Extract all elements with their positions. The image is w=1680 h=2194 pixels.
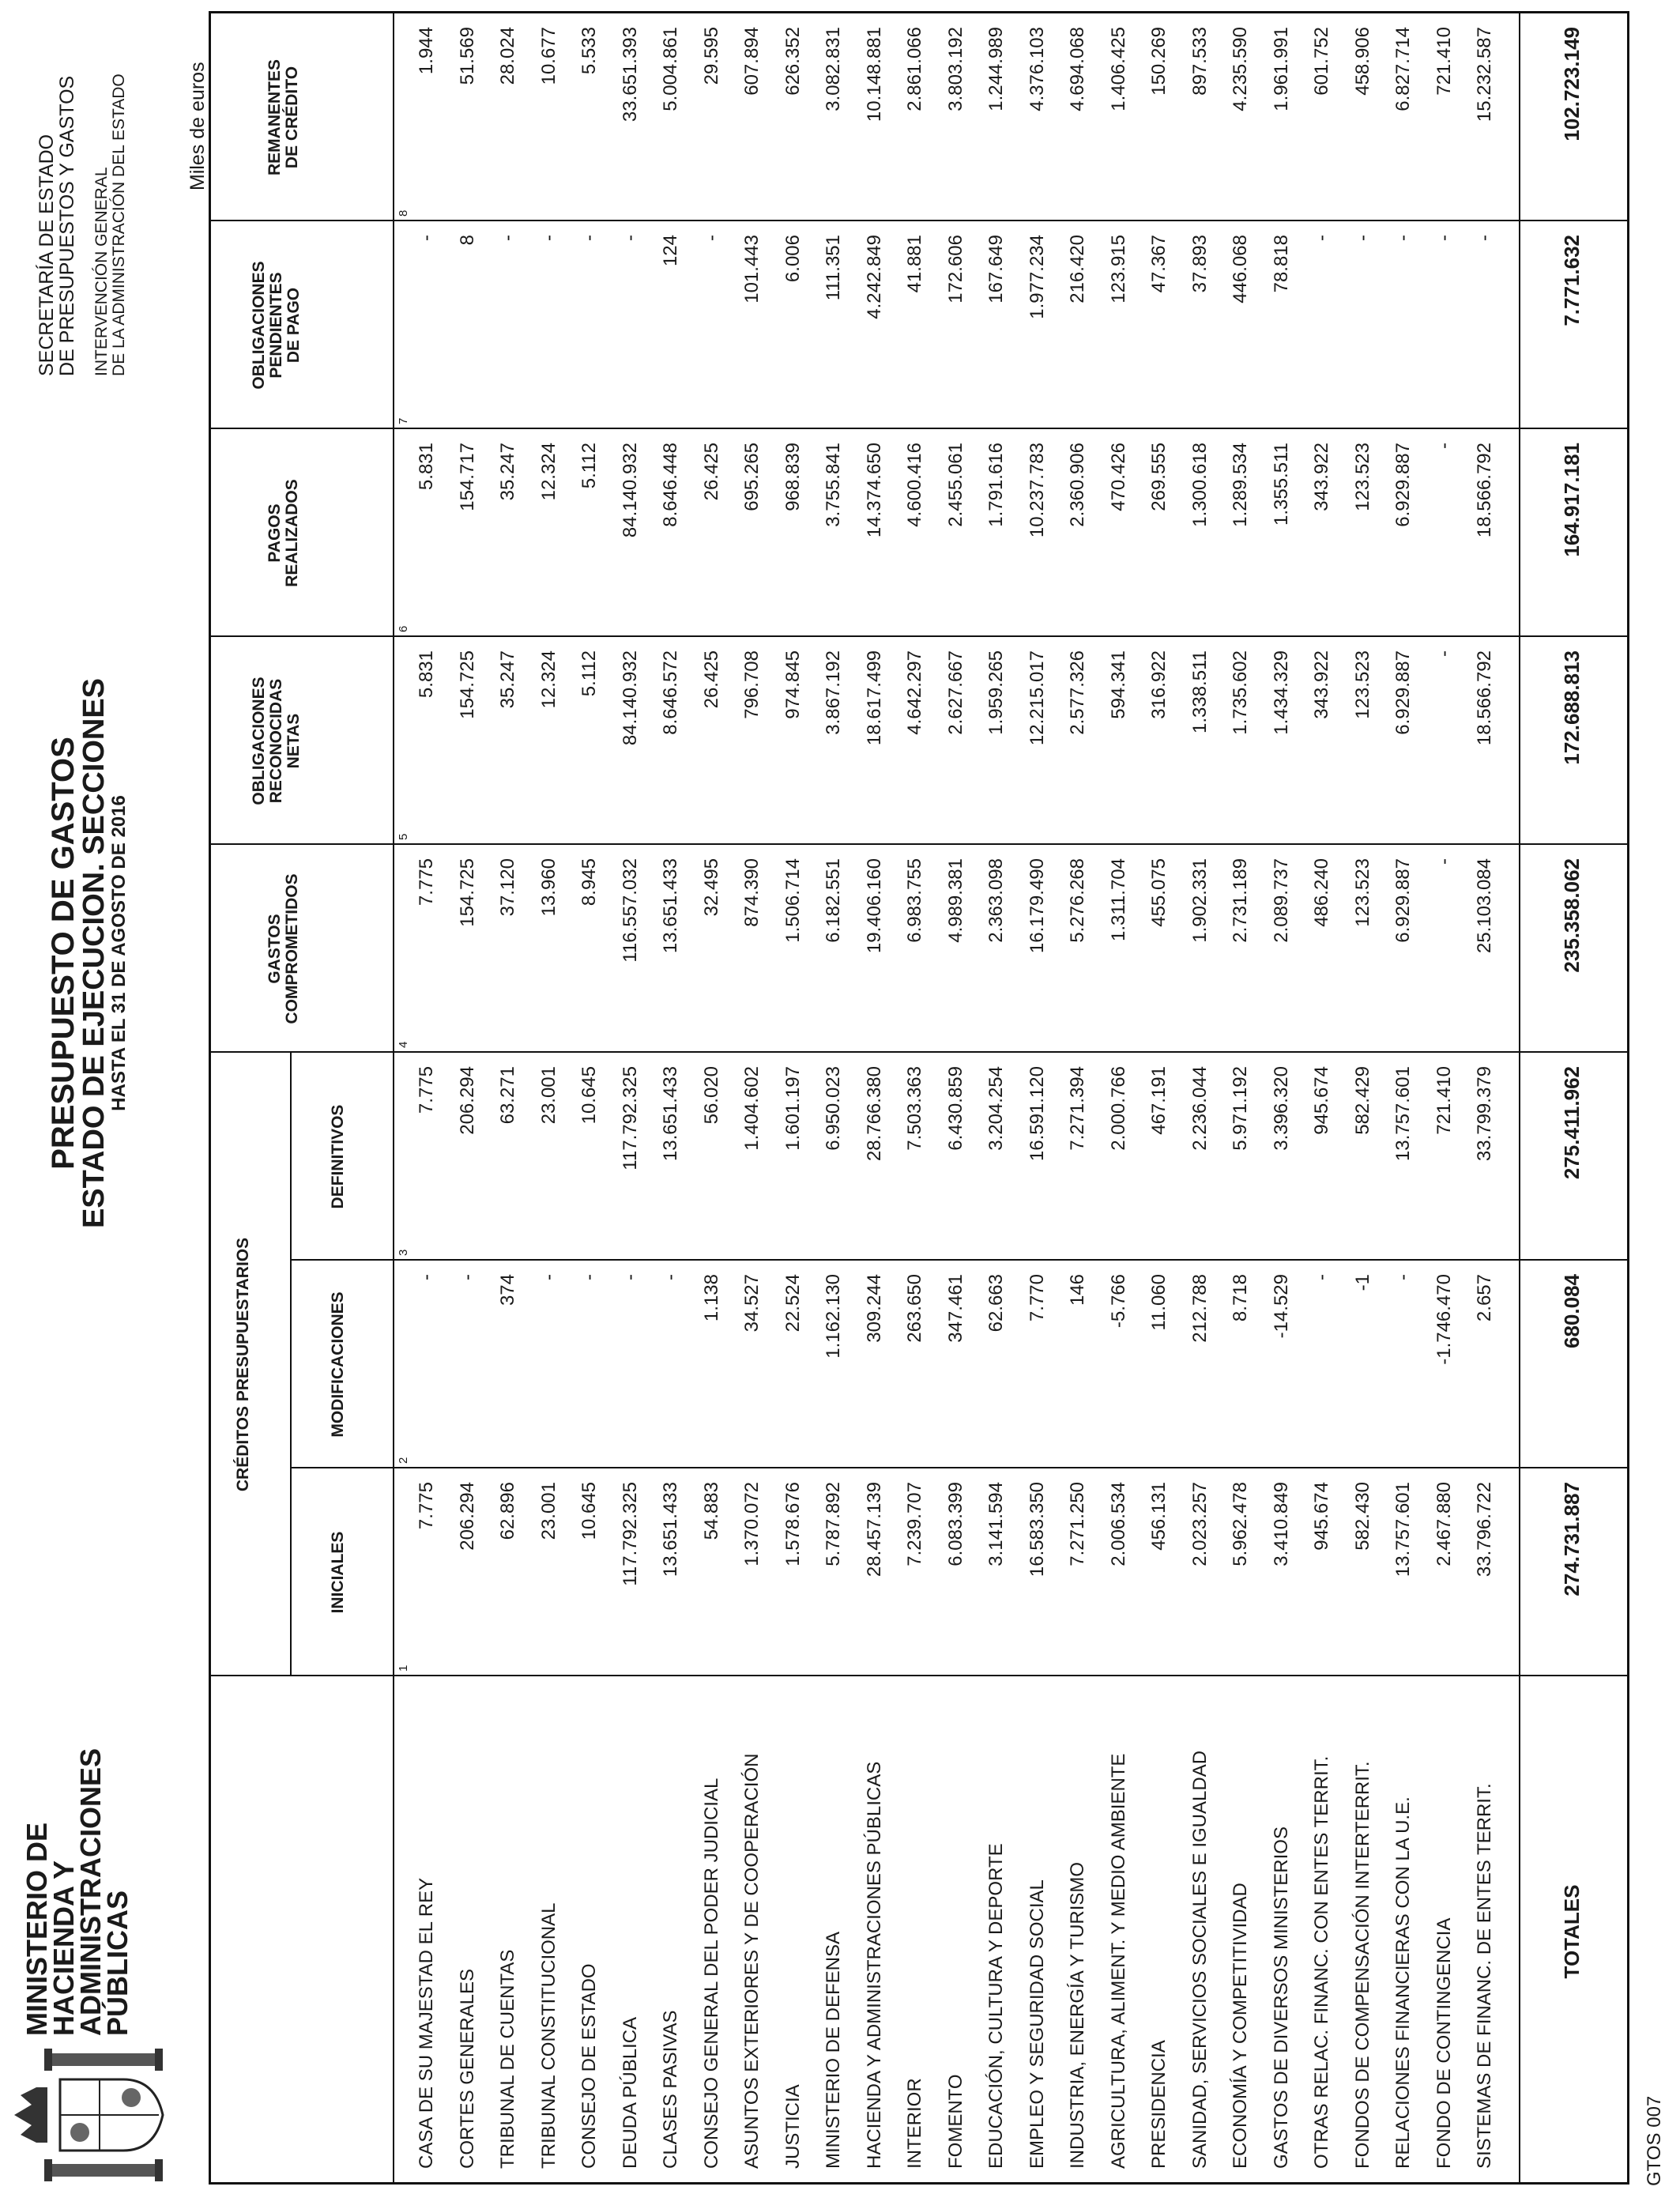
table-cell: 154.725	[457, 650, 478, 719]
table-cell: 796.708	[741, 650, 763, 719]
table-cell: 7.770	[1026, 1274, 1048, 1322]
table-cell: -	[1433, 650, 1455, 657]
table-cell: -	[416, 1274, 437, 1280]
table-cell: 582.430	[1352, 1482, 1373, 1551]
table-cell: 2.455.061	[945, 443, 966, 527]
table-body	[209, 11, 1629, 2185]
table-cell: 6.006	[782, 235, 804, 283]
table-cell: -1.746.470	[1433, 1274, 1455, 1365]
table-cell: 8.945	[578, 858, 600, 907]
table-cell: -	[701, 235, 722, 241]
table-cell: -	[1311, 235, 1332, 241]
table-cell: 12.324	[538, 650, 559, 709]
table-cell: 945.674	[1311, 1066, 1332, 1135]
table-cell: 1.959.265	[985, 650, 1007, 735]
document-code: GTOS 007	[1644, 2095, 1665, 2186]
table-cell: 343.922	[1311, 650, 1332, 719]
column-number: 6	[397, 625, 410, 632]
table-cell: 6.182.551	[823, 858, 844, 943]
table-cell: 1.902.331	[1189, 858, 1211, 943]
table-cell: 35.247	[497, 443, 518, 501]
row-name: FONDOS DE COMPENSACIÓN INTERTERRIT.	[1352, 1761, 1373, 2169]
table-cell: -	[660, 1274, 681, 1280]
table-cell: 26.425	[701, 443, 722, 501]
issuing-body: SECRETARÍA DE ESTADO DE PRESUPUESTOS Y GASTOS INTERVENCIÓN GENERAL DE LA ADMINISTRACIÓN DEL ESTADO	[36, 74, 128, 376]
table-cell: 3.410.849	[1271, 1482, 1292, 1566]
table-cell: 13.651.433	[660, 1066, 681, 1162]
table-cell: 2.627.667	[945, 650, 966, 735]
totals-cell: 172.688.813	[1560, 650, 1584, 765]
table-cell: 28.457.139	[864, 1482, 885, 1578]
table-cell: 1.977.234	[1026, 235, 1048, 319]
table-cell: -	[416, 235, 437, 241]
table-cell: 7.239.707	[904, 1482, 925, 1566]
table-cell: 309.244	[864, 1274, 885, 1343]
totals-cell: 235.358.062	[1560, 858, 1584, 973]
table-cell: 2.089.737	[1271, 858, 1292, 943]
table-cell: 167.649	[985, 235, 1007, 303]
table-cell: 2.467.880	[1433, 1482, 1455, 1566]
table-cell: -	[457, 1274, 478, 1280]
table-cell: -14.529	[1271, 1274, 1292, 1339]
table-cell: 1.370.072	[741, 1482, 763, 1566]
table-cell: 316.922	[1148, 650, 1170, 719]
obligaciones-header: OBLIGACIONES RECONOCIDAS NETAS	[250, 677, 303, 805]
table-cell: 6.929.887	[1392, 858, 1414, 943]
table-cell: 28.766.380	[864, 1066, 885, 1162]
table-cell: 8	[457, 235, 478, 246]
table-cell: 6.430.859	[945, 1066, 966, 1151]
table-cell: -1	[1352, 1274, 1373, 1291]
table-cell: -	[538, 1274, 559, 1280]
table-cell: 582.429	[1352, 1066, 1373, 1135]
table-cell: 4.989.381	[945, 858, 966, 943]
table-cell: 1.434.329	[1271, 650, 1292, 735]
table-cell: 2.577.326	[1067, 650, 1088, 735]
row-name: FONDO DE CONTINGENCIA	[1433, 1917, 1455, 2169]
table-cell: -	[1433, 443, 1455, 449]
table-cell: 34.527	[741, 1274, 763, 1333]
table-cell: 446.068	[1230, 235, 1251, 303]
row-name: OTRAS RELAC. FINANC. CON ENTES TERRIT.	[1311, 1755, 1332, 2169]
table-cell: 4.242.849	[864, 235, 885, 319]
column-number: 8	[397, 209, 410, 217]
table-cell: 25.103.084	[1474, 858, 1495, 954]
table-cell: 343.922	[1311, 443, 1332, 511]
table-cell: 63.271	[497, 1066, 518, 1125]
table-cell: 695.265	[741, 443, 763, 511]
table-cell: 117.792.325	[620, 1066, 641, 1171]
table-cell: 10.148.881	[864, 27, 885, 123]
table-cell: 6.827.714	[1392, 27, 1414, 111]
table-cell: 62.896	[497, 1482, 518, 1540]
table-cell: 486.240	[1311, 858, 1332, 927]
table-cell: 1.601.197	[782, 1066, 804, 1151]
table-cell: 607.894	[741, 27, 763, 96]
gastos-header: GASTOS COMPROMETIDOS	[266, 873, 301, 1024]
table-cell: 13.651.433	[660, 1482, 681, 1578]
table-cell: 6.929.887	[1392, 650, 1414, 735]
table-cell: 4.642.297	[904, 650, 925, 735]
table-cell: 154.725	[457, 858, 478, 927]
table-cell: 37.893	[1189, 235, 1211, 293]
row-name: TRIBUNAL DE CUENTAS	[497, 1949, 518, 2169]
table-cell: 51.569	[457, 27, 478, 85]
totals-label: TOTALES	[1560, 1884, 1584, 1979]
iniciales-header: INICIALES	[329, 1531, 347, 1614]
table-cell: 28.024	[497, 27, 518, 85]
table-cell: 458.906	[1352, 27, 1373, 96]
table-cell: 1.404.602	[741, 1066, 763, 1151]
table-cell: 467.191	[1148, 1066, 1170, 1135]
row-name: CONSEJO DE ESTADO	[578, 1963, 600, 2169]
table-cell: -	[1311, 1274, 1332, 1280]
table-cell: 2.360.906	[1067, 443, 1088, 527]
table-cell: 22.524	[782, 1274, 804, 1333]
table-cell: 32.495	[701, 858, 722, 917]
row-name: TRIBUNAL CONSTITUCIONAL	[538, 1902, 559, 2169]
table-cell: 347.461	[945, 1274, 966, 1343]
table-cell: 150.269	[1148, 27, 1170, 96]
table-cell: -	[1392, 235, 1414, 241]
table-cell: 10.645	[578, 1482, 600, 1540]
table-cell: 7.271.394	[1067, 1066, 1088, 1151]
table-cell: 626.352	[782, 27, 804, 96]
table-cell: 897.533	[1189, 27, 1211, 96]
table-cell: 601.752	[1311, 27, 1332, 96]
row-name: ECONOMÍA Y COMPETITIVIDAD	[1230, 1883, 1251, 2169]
table-cell: 12.215.017	[1026, 650, 1048, 746]
table-cell: 1.735.602	[1230, 650, 1251, 735]
row-name: INDUSTRIA, ENERGÍA Y TURISMO	[1067, 1861, 1088, 2169]
table-cell: 33.796.722	[1474, 1482, 1495, 1578]
column-number: 7	[397, 417, 410, 424]
coat-of-arms-icon	[5, 2044, 171, 2186]
table-cell: 7.775	[416, 1066, 437, 1114]
table-cell: -	[538, 235, 559, 241]
table-cell: 2.731.189	[1230, 858, 1251, 943]
table-cell: 1.311.704	[1108, 858, 1129, 941]
table-cell: 3.396.320	[1271, 1066, 1292, 1151]
table-cell: 594.341	[1108, 650, 1129, 719]
table-cell: -	[1352, 235, 1373, 241]
table-cell: 33.799.379	[1474, 1066, 1495, 1162]
table-cell: 62.663	[985, 1274, 1007, 1333]
table-cell: 124	[660, 235, 681, 267]
table-cell: 2.023.257	[1189, 1482, 1211, 1566]
table-cell: 19.406.160	[864, 858, 885, 954]
pagos-header: PAGOS REALIZADOS	[266, 479, 301, 587]
table-cell: -	[1433, 858, 1455, 865]
table-cell: 11.060	[1148, 1274, 1170, 1331]
row-name: MINISTERIO DE DEFENSA	[823, 1931, 844, 2169]
table-cell: 1.578.676	[782, 1482, 804, 1566]
row-name: CORTES GENERALES	[457, 1969, 478, 2169]
column-number: 4	[397, 1041, 410, 1048]
table-cell: 23.001	[538, 1482, 559, 1540]
table-cell: 5.787.892	[823, 1482, 844, 1566]
table-cell: 2.006.534	[1108, 1482, 1129, 1566]
table-cell: 3.082.831	[823, 27, 844, 111]
table-cell: -	[578, 235, 600, 241]
table-cell: 1.355.511	[1271, 443, 1292, 526]
table-cell: -5.766	[1108, 1274, 1129, 1329]
table-cell: 5.831	[416, 443, 437, 491]
totals-cell: 164.917.181	[1560, 443, 1584, 557]
table-cell: 1.244.989	[985, 27, 1007, 111]
table-cell: 3.755.841	[823, 443, 844, 527]
table-cell: -	[620, 1274, 641, 1280]
remanentes-header: REMANENTES DE CRÉDITO	[266, 59, 301, 176]
table-cell: 5.533	[578, 27, 600, 75]
row-name: FOMENTO	[945, 2074, 966, 2169]
table-cell: 8.646.572	[660, 650, 681, 735]
table-cell: 111.351	[823, 235, 844, 301]
row-name: SANIDAD, SERVICIOS SOCIALES E IGUALDAD	[1189, 1750, 1211, 2169]
table-cell: 1.961.991	[1271, 27, 1292, 111]
table-cell: 116.557.032	[620, 858, 641, 963]
title-date: HASTA EL 31 DE AGOSTO DE 2016	[108, 795, 130, 1111]
table-cell: 15.232.587	[1474, 27, 1495, 123]
table-cell: 35.247	[497, 650, 518, 709]
totals-cell: 274.731.887	[1560, 1482, 1584, 1596]
table-cell: 23.001	[538, 1066, 559, 1125]
table-cell: 10.677	[538, 27, 559, 85]
table-cell: 269.555	[1148, 443, 1170, 511]
row-name: RELACIONES FINANCIERAS CON LA U.E.	[1392, 1796, 1414, 2169]
table-cell: 41.881	[904, 235, 925, 293]
table-cell: 4.235.590	[1230, 27, 1251, 111]
table-cell: 16.179.490	[1026, 858, 1048, 954]
column-number: 3	[397, 1249, 410, 1256]
title-main: PRESUPUESTO DE GASTOS	[46, 737, 81, 1170]
row-name: EDUCACIÓN, CULTURA Y DEPORTE	[985, 1843, 1007, 2169]
table-cell: 10.645	[578, 1066, 600, 1125]
table-cell: -	[1474, 235, 1495, 241]
row-name: DEUDA PÚBLICA	[620, 2016, 641, 2169]
table-cell: 1.162.130	[823, 1274, 844, 1359]
table-cell: 26.425	[701, 650, 722, 709]
table-cell: 1.289.534	[1230, 443, 1251, 527]
row-name: CONSEJO GENERAL DEL PODER JUDICIAL	[701, 1777, 722, 2169]
table-cell: 5.112	[578, 650, 600, 697]
table-cell: 7.503.363	[904, 1066, 925, 1151]
table-cell: -	[578, 1274, 600, 1280]
units-label: Miles de euros	[186, 62, 209, 190]
table-cell: 721.410	[1433, 1066, 1455, 1135]
table-cell: 7.775	[416, 1482, 437, 1530]
table-cell: 13.757.601	[1392, 1482, 1414, 1578]
table-cell: 6.983.755	[904, 858, 925, 943]
row-name: ASUNTOS EXTERIORES Y DE COOPERACIÓN	[741, 1753, 763, 2169]
table-cell: 84.140.932	[620, 443, 641, 538]
totals-cell: 275.411.962	[1560, 1066, 1584, 1180]
table-cell: 212.788	[1189, 1274, 1211, 1343]
table-cell: 5.831	[416, 650, 437, 699]
table-cell: 16.591.120	[1026, 1066, 1048, 1162]
table-cell: 172.606	[945, 235, 966, 303]
row-name: CLASES PASIVAS	[660, 2010, 681, 2169]
table-cell: 7.775	[416, 858, 437, 907]
row-name: GASTOS DE DIVERSOS MINISTERIOS	[1271, 1826, 1292, 2169]
table-cell: 2.363.098	[985, 858, 1007, 943]
table-cell: 146	[1067, 1274, 1088, 1306]
table-cell: 374	[497, 1274, 518, 1306]
table-cell: 1.138	[701, 1274, 722, 1322]
table-cell: 968.839	[782, 443, 804, 511]
table-cell: 4.376.103	[1026, 27, 1048, 111]
column-number: 2	[397, 1457, 410, 1464]
table-cell: 13.960	[538, 858, 559, 917]
table-cell: 263.650	[904, 1274, 925, 1343]
table-cell: 6.083.399	[945, 1482, 966, 1566]
table-cell: 2.861.066	[904, 27, 925, 111]
table-cell: 117.792.325	[620, 1482, 641, 1586]
table-cell: 455.075	[1148, 858, 1170, 927]
table-cell: 47.367	[1148, 235, 1170, 293]
table-cell: 6.929.887	[1392, 443, 1414, 527]
creditos-header: CRÉDITOS PRESUPUESTARIOS	[234, 1237, 252, 1492]
table-cell: 945.674	[1311, 1482, 1332, 1551]
table-cell: 13.757.601	[1392, 1066, 1414, 1162]
ministry-name: MINISTERIO DE HACIENDA Y ADMINISTRACIONES PÚBLICAS	[21, 1747, 134, 2036]
table-cell: -	[497, 235, 518, 241]
column-number: 5	[397, 833, 410, 840]
table-cell: 3.141.594	[985, 1482, 1007, 1566]
table-cell: 13.651.433	[660, 858, 681, 954]
table-cell: 123.915	[1108, 235, 1129, 303]
pendientes-header: OBLIGACIONES PENDIENTES DE PAGO	[250, 261, 303, 390]
row-name: SISTEMAS DE FINANC. DE ENTES TERRIT.	[1474, 1783, 1495, 2169]
table-cell: 206.294	[457, 1482, 478, 1551]
table-cell: 10.237.783	[1026, 443, 1048, 538]
modificaciones-header: MODIFICACIONES	[329, 1291, 347, 1438]
column-number: 1	[397, 1664, 410, 1672]
table-cell: 14.374.650	[864, 443, 885, 538]
table-cell: 1.791.616	[985, 443, 1007, 527]
table-cell: -	[1392, 1274, 1414, 1280]
table-cell: 8.718	[1230, 1274, 1251, 1322]
table-cell: 4.600.416	[904, 443, 925, 527]
table-cell: 101.443	[741, 235, 763, 303]
table-cell: 1.338.511	[1189, 650, 1211, 733]
table-cell: 5.971.192	[1230, 1066, 1251, 1151]
table-cell: 18.566.792	[1474, 443, 1495, 538]
table-cell: 7.271.250	[1067, 1482, 1088, 1566]
table-cell: 2.236.044	[1189, 1066, 1211, 1151]
table-cell: 1.406.425	[1108, 27, 1129, 111]
table-cell: 974.845	[782, 650, 804, 719]
definitivos-header: DEFINITIVOS	[329, 1104, 347, 1209]
table-cell: -	[620, 235, 641, 241]
table-cell: 123.523	[1352, 858, 1373, 927]
table-cell: 470.426	[1108, 443, 1129, 511]
table-cell: 2.657	[1474, 1274, 1495, 1322]
table-cell: 56.020	[701, 1066, 722, 1125]
table-cell: 456.131	[1148, 1482, 1170, 1551]
table-cell: 84.140.932	[620, 650, 641, 746]
row-name: JUSTICIA	[782, 2084, 804, 2169]
table-cell: 3.867.192	[823, 650, 844, 735]
table-cell: 4.694.068	[1067, 27, 1088, 111]
totals-cell: 7.771.632	[1560, 235, 1584, 326]
table-cell: 123.523	[1352, 443, 1373, 511]
table-cell: 1.944	[416, 27, 437, 75]
table-cell: 5.112	[578, 443, 600, 489]
row-name: HACIENDA Y ADMINISTRACIONES PÚBLICAS	[864, 1761, 885, 2169]
row-name: PRESIDENCIA	[1148, 2040, 1170, 2169]
table-cell: 54.883	[701, 1482, 722, 1540]
table-cell: 3.803.192	[945, 27, 966, 111]
totals-cell: 680.084	[1560, 1274, 1584, 1348]
table-cell: 33.651.393	[620, 27, 641, 123]
table-cell: -	[1433, 235, 1455, 241]
table-cell: 3.204.254	[985, 1066, 1007, 1151]
table-cell: 2.000.766	[1108, 1066, 1129, 1151]
row-name: CASA DE SU MAJESTAD EL REY	[416, 1877, 437, 2169]
table-cell: 216.420	[1067, 235, 1088, 303]
table-cell: 721.410	[1433, 27, 1455, 96]
table-cell: 5.276.268	[1067, 858, 1088, 943]
totals-cell: 102.723.149	[1560, 27, 1584, 141]
table-cell: 8.646.448	[660, 443, 681, 527]
row-name: AGRICULTURA, ALIMENT. Y MEDIO AMBIENTE	[1108, 1753, 1129, 2169]
report-title	[47, 598, 130, 1309]
row-name: EMPLEO Y SEGURIDAD SOCIAL	[1026, 1879, 1048, 2169]
table-cell: 874.390	[741, 858, 763, 927]
table-cell: 18.566.792	[1474, 650, 1495, 746]
table-cell: 6.950.023	[823, 1066, 844, 1151]
table-cell: 78.818	[1271, 235, 1292, 293]
table-cell: 5.004.861	[660, 27, 681, 111]
table-cell: 37.120	[497, 858, 518, 917]
table-cell: 123.523	[1352, 650, 1373, 719]
table-cell: 5.962.478	[1230, 1482, 1251, 1566]
table-cell: 154.717	[457, 443, 478, 511]
table-cell: 12.324	[538, 443, 559, 501]
table-cell: 1.506.714	[782, 858, 804, 943]
row-name: INTERIOR	[904, 2078, 925, 2169]
table-cell: 18.617.499	[864, 650, 885, 746]
title-sub: ESTADO DE EJECUCION. SECCIONES	[77, 677, 111, 1229]
table-cell: 206.294	[457, 1066, 478, 1135]
table-cell: 16.583.350	[1026, 1482, 1048, 1578]
table-cell: 1.300.618	[1189, 443, 1211, 527]
table-cell: 29.595	[701, 27, 722, 85]
